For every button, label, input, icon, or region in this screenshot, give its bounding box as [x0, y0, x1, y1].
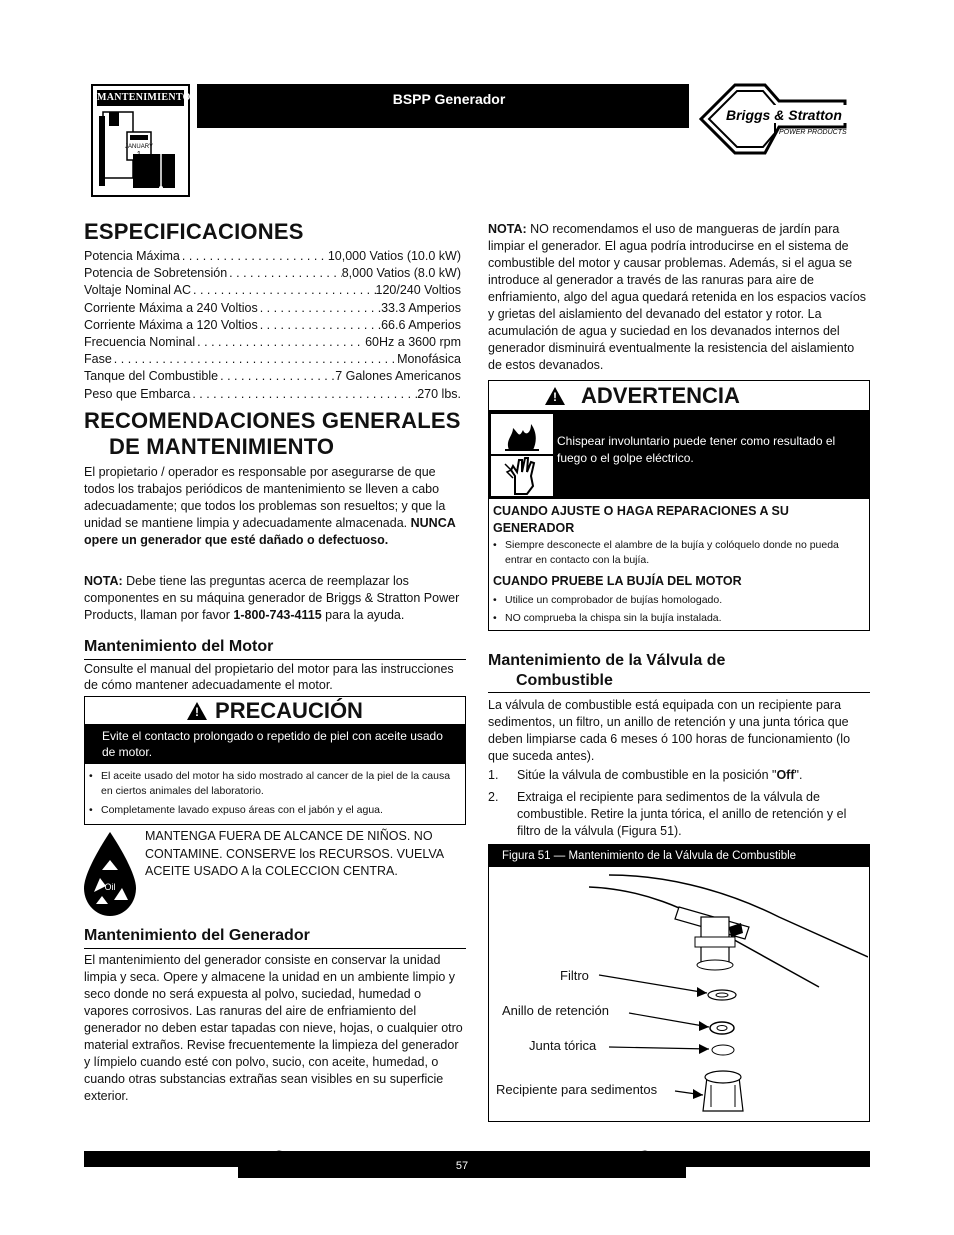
spec-row: [84, 300, 461, 317]
recycle-text: MANTENGA FUERA DE ALCANCE DE NIÑOS. NO CONTAMINE. CONSERVE los RECURSOS. VUELVA ACEITE USADO A la COLECCION CENTRA.: [145, 829, 444, 878]
warning-sub-spark: CUANDO PRUEBE LA BUJÍA DEL MOTOR: [493, 574, 742, 588]
spec-row: [84, 282, 461, 299]
support-phone: 1-800-743-4115: [233, 608, 322, 622]
spec-leader-dots: [180, 248, 328, 265]
spec-value: 60Hz a 3600 rpm: [365, 335, 461, 350]
spec-label: Corriente Máxima a 240 Voltios: [84, 300, 258, 315]
step-text: Sitúe la válvula de combustible en la posición ": [517, 768, 777, 782]
recycle-oil-label: Oil: [104, 882, 116, 892]
warning-sub-repairs: CUANDO AJUSTE O HAGA REPARACIONES A SU GENERADOR: [493, 504, 789, 535]
recommendations-title-line2: DE MANTENIMIENTO: [109, 434, 335, 459]
note-label: NOTA:: [84, 574, 123, 588]
spec-row: [84, 334, 461, 351]
spec-leader-dots: [112, 351, 397, 368]
step-number: 1.: [488, 768, 499, 782]
valve-intro: La válvula de combustible está equipada con un recipiente para sedimentos, un filtro, un anillo de retención y una junta tórica que deben limpiarse cada 6 meses ó 100 horas de funcionamiento (lo que suceda antes).: [488, 698, 851, 763]
spec-leader-dots: [258, 317, 381, 334]
spec-leader-dots: [218, 368, 335, 385]
spec-row: [84, 368, 461, 385]
spec-value: Monofásica: [397, 352, 461, 367]
warning-bullet: • NO comprueba la chispa sin la bujía instalada.: [491, 609, 851, 627]
spec-row: [84, 351, 461, 368]
svg-text:JANUARY: JANUARY: [125, 144, 153, 150]
header-bar-notch: [197, 112, 689, 128]
spec-leader-dots: [195, 334, 365, 351]
note-text: Debe tiene las preguntas acerca de reemplazar los componentes en su máquina generador de Briggs & Stratton Power Products, llaman por favor: [84, 574, 460, 622]
caution-bullet: • Completamente lavado expuso áreas con el jabón y el agua.: [87, 803, 461, 818]
never-operate-warning: NUNCA opere un generador que esté dañado o defectuoso.: [84, 516, 456, 547]
calendar-tools-icon: [97, 108, 185, 194]
briggs-stratton-logo: [695, 83, 875, 155]
filter-label: Filtro: [560, 968, 589, 983]
spec-leader-dots: [191, 282, 375, 299]
recommendations-note: [84, 573, 466, 624]
valve-step-1: [488, 767, 870, 784]
valve-title: [488, 651, 870, 693]
spec-leader-dots: [190, 386, 417, 403]
spec-row: [84, 265, 461, 282]
spec-value: 10,000 Vatios (10.0 kW): [327, 249, 461, 263]
maintenance-section-logo: [91, 84, 190, 197]
recommendations-title-line1: RECOMENDACIONES GENERALES: [84, 408, 461, 433]
warning-bullet: • Siempre desconecte el alambre de la bujía y colóquelo donde no pueda entrar en contacto con la bujía.: [491, 538, 851, 568]
hose-note: [488, 221, 870, 374]
svg-text:POWER PRODUCTS: POWER PRODUCTS: [779, 129, 847, 136]
off-position-label: Off: [776, 768, 795, 782]
warning-message: Chispear involuntario puede tener como resultado el fuego o el golpe eléctrico.: [557, 434, 836, 465]
maintenance-logo-label: MANTENIMIENTO: [97, 90, 184, 106]
spec-row: [84, 248, 461, 265]
caution-box: [84, 696, 466, 825]
caution-header: [85, 697, 465, 724]
spec-label: Peso que Embarca: [84, 386, 191, 401]
caution-message: Evite el contacto prolongado o repetido de piel con aceite usado de motor.: [85, 724, 465, 764]
electric-shock-icon: [491, 456, 553, 496]
spec-value: 8,000 Vatios (8.0 kW): [341, 266, 461, 281]
warning-triangle-icon: [187, 702, 207, 720]
sediment-bowl-label: Recipiente para sedimentos: [496, 1082, 658, 1097]
owner-responsibility-text: El propietario / operador es responsable por asegurarse de que todos los trabajos periódicos de mantenimiento se lleven a cabo adecuadamente; que todos los problemas son resueltos; y que la unidad se mantiene limpia y adecuadamente almacenada.: [84, 465, 446, 530]
hose-note-label: NOTA:: [488, 222, 527, 236]
spec-value: 66.6 Amperios: [381, 317, 461, 332]
page-number: 57: [455, 1160, 469, 1172]
spec-label: Potencia Máxima: [84, 249, 180, 263]
motor-title: Mantenimiento del Motor: [84, 637, 466, 660]
spec-value: 270 lbs.: [417, 386, 461, 401]
fire-icon: [491, 414, 553, 454]
spec-leader-dots: [227, 265, 342, 282]
recommendations-title: [84, 408, 461, 460]
valve-step-2: [488, 789, 870, 840]
caution-title: PRECAUCIÓN: [215, 697, 363, 723]
spec-leader-dots: [258, 300, 381, 317]
warning-box: [488, 380, 870, 631]
spec-value: 33.3 Amperios: [381, 300, 461, 315]
spec-label: Corriente Máxima a 120 Voltios: [84, 317, 258, 332]
spec-label: Voltaje Nominal AC: [84, 283, 192, 298]
header-title: BSPP Generador: [392, 91, 506, 107]
o-ring-label: Junta tórica: [529, 1038, 597, 1053]
note-end: para la ayuda.: [321, 608, 405, 622]
hose-note-text: NO recomendamos el uso de mangueras de jardín para limpiar el generador. El agua podría introducirse en el sistema de combustible del motor y causar problemas. Además, si el agua se introduce al generador a través de las ranuras para aire de enfriamiento, algo del agua quedará retenida en los espacios vacíos y grietas del aislamiento del devanado del estator y rotor. La acumulación de agua y suciedad en los devanados internos del generador disminuirá eventualmente la resistencia del aislamiento de estos devanados.: [488, 222, 867, 372]
warning-bullets-repairs: [491, 538, 851, 568]
warning-bullets-spark: [491, 591, 851, 627]
specs-list: [84, 248, 461, 403]
spec-label: Frecuencia Nominal: [84, 335, 196, 350]
spec-value: 7 Galones Americanos: [335, 369, 461, 384]
step-text: Extraiga el recipiente para sedimentos de la válvula de combustible. Retire la junta tórica, el anillo de retención y el filtro de la válvula (Figura 51).: [517, 790, 847, 838]
figure-51: [488, 844, 870, 1122]
spec-label: Tanque del Combustible: [84, 369, 219, 384]
recommendations-text: [84, 464, 466, 549]
spec-row: [84, 317, 461, 334]
brand-text: Briggs & Stratton: [726, 107, 842, 123]
valve-title-line1: Mantenimiento de la Válvula de: [488, 652, 726, 669]
valve-title-line2: Combustible: [516, 672, 613, 689]
spec-label: Fase: [84, 352, 112, 367]
step-text-end: ".: [794, 768, 803, 782]
warning-title: ADVERTENCIA: [581, 382, 740, 408]
warning-triangle-icon: [545, 387, 565, 405]
motor-text: Consulte el manual del propietario del motor para las instrucciones de cómo mantener adecuadamente el motor.: [84, 662, 454, 692]
generator-text: El mantenimiento del generador consiste en conservar la unidad limpia y seca. Opere y almacene la unidad en un ambiente limpio y seco donde no será expuesta al polvo, suciedad, humedad o vapores corrosivos. Las ranuras del aire de enfriamiento del generador no deben estar tapadas con nieve, hojas, o cualquier otro material extraños. Revise frecuentemente la limpieza del generador y límpielo cuando esté con polvo, sucio, con aceite, humedad, o cuando otras substancias extrañas sean visibles en su superficie exterior.: [84, 953, 463, 1103]
caution-bullet: • El aceite usado del motor ha sido mostrado al cancer de la piel de la causa en ciertos animales del laboratorio.: [87, 769, 461, 799]
generator-title: Mantenimiento del Generador: [84, 926, 466, 949]
recycle-oil-icon: [80, 830, 140, 918]
spec-row: [84, 386, 461, 403]
warning-bullet: • Utilice un comprobador de bujías homologado.: [491, 591, 851, 609]
step-number: 2.: [488, 790, 499, 804]
spec-label: Potencia de Sobretensión: [84, 266, 228, 281]
specs-title: ESPECIFICACIONES: [84, 219, 304, 244]
caution-bullets: [87, 769, 461, 818]
figure-caption: Figura 51 — Mantenimiento de la Válvula de Combustible: [489, 845, 869, 867]
warning-header: [489, 381, 869, 410]
spec-value: 120/240 Voltios: [375, 283, 461, 298]
retaining-ring-label: Anillo de retención: [502, 1003, 609, 1018]
